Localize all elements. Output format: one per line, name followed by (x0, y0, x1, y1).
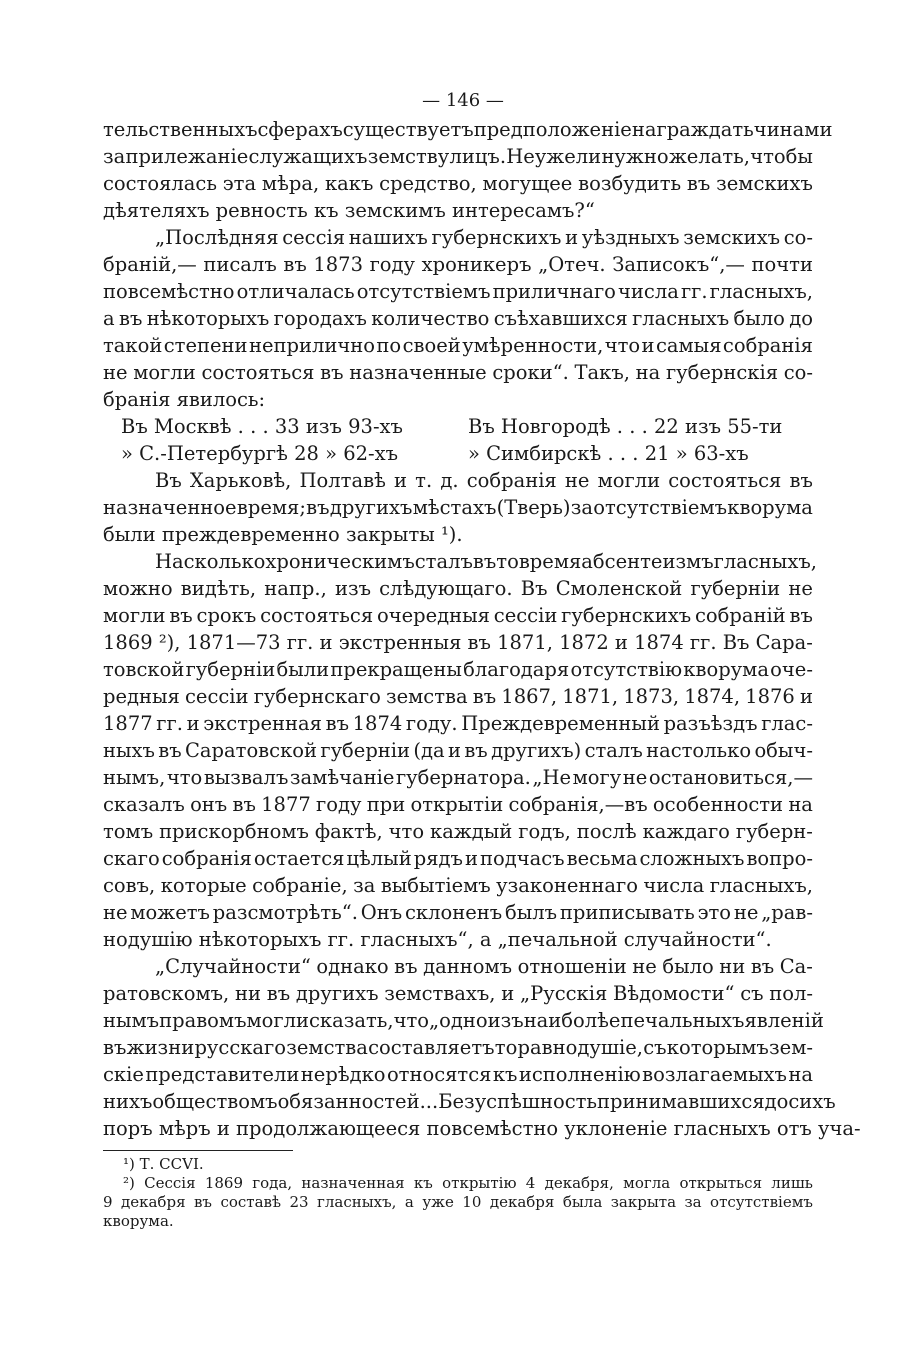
footnote-line: 9 декабря въ составѣ 23 гласныхъ, а уже 10 декабря была закрыта за отсутствіемъ (103, 1193, 813, 1211)
cities-cell: Въ Новгородѣ . . . 22 изъ 55-ти (468, 415, 783, 438)
text-line: товской губерніи были прекращены благодаря отсутствію кворума оче- (103, 658, 813, 681)
text-line: редныя сессіи губернскаго земства въ 1867, 1871, 1873, 1874, 1876 и (103, 685, 813, 708)
paragraph (103, 953, 861, 1142)
paragraph (103, 224, 813, 413)
text-line: не можетъ разсмотрѣть“. Онъ склоненъ былъ приписывать это не „рав- (103, 901, 813, 924)
text-line: 1869 ²), 1871—73 гг. и экстренныя въ 1871, 1872 и 1874 гг. Въ Сара- (103, 631, 813, 654)
text-line: поръ мѣръ и продолжающееся повсемѣстно уклоненіе гласныхъ отъ уча- (103, 1117, 861, 1140)
footnote-line: ¹) Т. CCVI. (123, 1155, 204, 1173)
text-line: тельственныхъ сферахъ существуетъ предположеніе награждать чинами (103, 118, 833, 141)
body-text (103, 116, 833, 413)
text-line: нымъ правомъ могли сказать, что „одно изъ наиболѣе печальныхъ явленій (103, 1009, 824, 1032)
book-page (103, 86, 861, 1231)
footnote (103, 1155, 813, 1174)
body-text-continued (103, 467, 861, 1142)
text-line: томъ прискорбномъ фактѣ, что каждый годъ, послѣ каждаго губерн- (103, 820, 813, 843)
footnote-line: кворума. (103, 1212, 174, 1230)
text-line: ратовскомъ, ни въ другихъ земствахъ, и „Русскія Вѣдомости“ съ пол- (103, 982, 813, 1005)
paragraph (103, 467, 813, 548)
footnote-line: ²) Сессія 1869 года, назначенная къ открытію 4 декабря, могла открыться лишь (123, 1174, 813, 1192)
text-line: назначенное время; въ другихъ мѣстахъ (Тверь) за отсутствіемъ кворума (103, 496, 813, 519)
text-line: Насколько хроническимъ сталъ въ то время абсентеизмъ гласныхъ, (155, 550, 817, 573)
text-line: 1877 гг. и экстренная въ 1874 году. Преждевременный разъѣздъ глас- (103, 712, 813, 735)
text-line: ныхъ въ Саратовской губерніи (да и въ другихъ) сталъ настолько обыч- (103, 739, 813, 762)
text-line: могли въ срокъ состояться очередныя сессіи губернскихъ собраній въ (103, 604, 813, 627)
text-line: повсемѣстно отличалась отсутствіемъ приличнаго числа гг. гласныхъ, (103, 280, 813, 303)
text-line: бранія явилось: (103, 388, 266, 411)
paragraph (103, 116, 833, 224)
text-line: скаго собранія остается цѣлый рядъ и подчасъ весьма сложныхъ вопро- (103, 847, 813, 870)
text-line: нымъ, что вызвалъ замѣчаніе губернатора. „Не могу не остановиться,— (103, 766, 813, 789)
text-line: совъ, которые собраніе, за выбытіемъ узаконеннаго числа гласныхъ, (103, 874, 813, 897)
footnote-divider (103, 1150, 293, 1151)
text-line: дѣятеляхъ ревность къ земскимъ интересамъ?“ (103, 199, 595, 222)
text-line: можно видѣть, напр., изъ слѣдующаго. Въ Смоленской губерніи не (103, 577, 813, 600)
text-line: были преждевременно закрыты ¹). (103, 523, 463, 546)
footnote (103, 1174, 813, 1231)
cities-table (103, 413, 813, 467)
text-line: за прилежаніе служащихъ земству лицъ. Неужели нужно желать, чтобы (103, 145, 813, 168)
cities-cell: » Симбирскѣ . . . 21 » 63-хъ (468, 442, 749, 465)
text-line: „Случайности“ однако въ данномъ отношеніи не было ни въ Са- (155, 955, 813, 978)
cities-cell: » С.-Петербургѣ 28 » 62-хъ (121, 442, 399, 465)
text-line: скіе представители нерѣдко относятся къ исполненію возлагаемыхъ на (103, 1063, 813, 1086)
paragraph (103, 548, 817, 953)
text-line: такой степени неприлично по своей умѣренности, что и самыя собранія (103, 334, 813, 357)
text-line: нодушію нѣкоторыхъ гг. гласныхъ“, а „печальной случайности“. (103, 928, 772, 951)
text-line: „Послѣдняя сессія нашихъ губернскихъ и уѣздныхъ земскихъ со- (155, 226, 813, 249)
cities-cell: Въ Москвѣ . . . 33 изъ 93-хъ (121, 415, 403, 438)
text-line: Въ Харьковѣ, Полтавѣ и т. д. собранія не могли состояться въ (155, 469, 813, 492)
text-line: не могли состояться въ назначенные сроки“. Такъ, на губернскія со- (103, 361, 813, 384)
text-line: нихъ обществомъ обязанностей... Безуспѣшность принимавшихся до сихъ (103, 1090, 836, 1113)
text-line: а въ нѣкоторыхъ городахъ количество съѣхавшихся гласныхъ было до (103, 307, 813, 330)
text-line: браній,— писалъ въ 1873 году хроникеръ „Отеч. Записокъ“,— почти (103, 253, 813, 276)
text-line: состоялась эта мѣра, какъ средство, могущее возбудить въ земскихъ (103, 172, 813, 195)
text-line: сказалъ онъ въ 1877 году при открытіи собранія,—въ особенности на (103, 793, 813, 816)
cities-row (103, 440, 813, 467)
page-number: — 146 — (422, 90, 504, 111)
text-line: въ жизни русскаго земства составляетъ то равнодушіе, съ которымъ зем- (103, 1036, 813, 1059)
footnotes (103, 1155, 813, 1231)
cities-row (103, 413, 813, 440)
